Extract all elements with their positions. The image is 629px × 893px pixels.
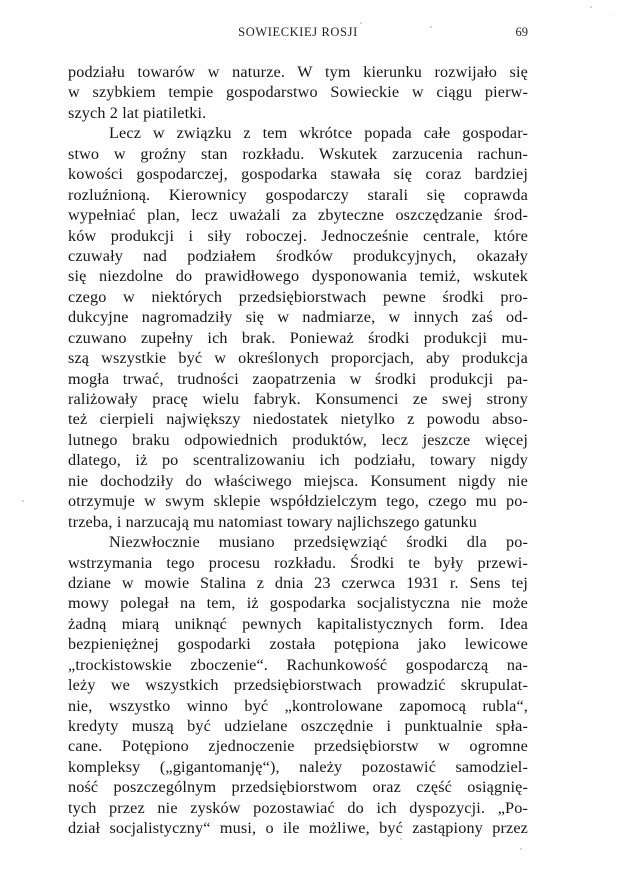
text-line: się niezdolne do prawidłowego dysponowania temiż, wskutek — [68, 267, 528, 286]
text-line: ność poszczególnym przedsiębiorstwom oraz część osiągnię- — [68, 778, 528, 797]
text-line: kredyty muszą być udzielane oszczędnie i punktualnie spła- — [68, 717, 528, 735]
text-line: bezpieniężnej gospodarki została potępiona jako lewicowe — [68, 635, 528, 654]
text-line: czuwano zupełny ich brak. Ponieważ środki produkcji mu- — [68, 328, 528, 347]
text-line: dział socjalistyczny“ musi, o ile możliwe, być zastąpiony przez — [68, 819, 528, 838]
scan-speck — [360, 22, 362, 24]
text-line: otrzymuje w swym sklepie współdzielczym tego, czego mu po- — [68, 492, 528, 511]
text-line: dukcyjne nagromadziły się w nadmiarze, w innych zaś od- — [68, 308, 528, 327]
text-line: szą wszystkie być w określonych proporcjach, aby produkcja — [68, 349, 528, 368]
text-line: ków produkcji i siły roboczej. Jednocześnie centrale, które — [68, 226, 528, 245]
scan-speck — [400, 838, 402, 840]
text-line: kompleksy („gigantomanję“), należy pozostawić samodziel- — [68, 757, 528, 776]
text-line: podziału towarów w naturze. W tym kierunku rozwijało się — [68, 63, 528, 81]
scan-speck — [610, 14, 611, 15]
text-line: stwo w groźny stan rozkładu. Wskutek zarzucenia rachun- — [68, 144, 528, 163]
page-number: 69 — [515, 25, 528, 39]
text-line: Niezwłocznie musiano przedsięwziąć środki dla po- — [109, 533, 528, 552]
text-line: dziane w mowie Stalina z dnia 23 czerwca 1931 r. Sens tej — [68, 573, 528, 592]
text-line: żadną miarą uniknąć pewnych kapitalistycznych form. Idea — [68, 614, 528, 633]
paragraph-1 — [68, 62, 528, 123]
text-line: leży we wszystkich przedsiębiorstwach prowadzić skrupulat- — [68, 676, 528, 695]
text-line: lutnego braku odpowiednich produktów, lecz jeszcze więcej — [68, 430, 528, 449]
text-line: Lecz w związku z tem wkrótce popada całe gospodar- — [109, 124, 528, 143]
text-line: dlatego, iż po scentralizowaniu ich podziału, towary nigdy — [68, 451, 528, 470]
body-text — [68, 62, 528, 839]
text-line: trzeba, i narzucają mu natomiast towary najlichszego gatunku — [68, 512, 478, 531]
text-line: w szybkiem tempie gospodarstwo Sowieckie w ciągu pierw- — [68, 83, 528, 102]
text-line: raliżowały pracę wielu fabryk. Konsumenci ze swej strony — [68, 390, 528, 408]
paragraph-3 — [68, 532, 528, 839]
scan-speck — [22, 500, 24, 502]
running-title: SOWIECKIEJ ROSJI — [238, 25, 358, 39]
text-line: mogła trwać, trudności zaopatrzenia w środki produkcji pa- — [68, 369, 528, 388]
text-line: mowy polegał na tem, iż gospodarka socjalistyczna nie może — [68, 594, 528, 613]
text-line: „trockistowskie zboczenie“. Rachunkowość gospodarczą na- — [68, 655, 528, 674]
text-line: cane. Potępiono zjednoczenie przedsiębiorstw w ogromne — [68, 737, 528, 756]
text-line: też cierpieli największy niedostatek nietylko z powodu abso- — [68, 410, 528, 429]
text-line: kowości gospodarczej, gospodarka stawała się coraz bardziej — [68, 165, 528, 184]
scan-speck — [590, 6, 592, 8]
scan-speck — [430, 26, 432, 28]
paragraph-2 — [68, 123, 528, 532]
text-line: rozluźnioną. Kierownicy gospodarczy starali się coprawda — [68, 185, 528, 204]
text-line: czuwały nad podziałem środków produkcyjnych, okazały — [68, 246, 528, 265]
text-line: nie dochodziły do właściwego miejsca. Konsument nigdy nie — [68, 471, 528, 490]
text-line: wstrzymania tego procesu rozkładu. Środki te były przewi- — [68, 553, 528, 572]
text-line: czego w niektórych przedsiębiorstwach pewne środki pro- — [68, 287, 528, 306]
text-line: szych 2 lat piatiletki. — [68, 103, 207, 122]
scan-speck — [520, 848, 522, 850]
text-line: tych przez nie zysków pozostawiać do ich dyspozycji. „Po- — [68, 798, 528, 817]
text-line: wypełniać plan, lecz uważali za zbyteczne oszczędzanie środ- — [68, 206, 528, 225]
text-line: nie, wszystko winno być „kontrolowane zapomocą rubla“, — [68, 696, 528, 715]
running-head — [68, 25, 528, 43]
